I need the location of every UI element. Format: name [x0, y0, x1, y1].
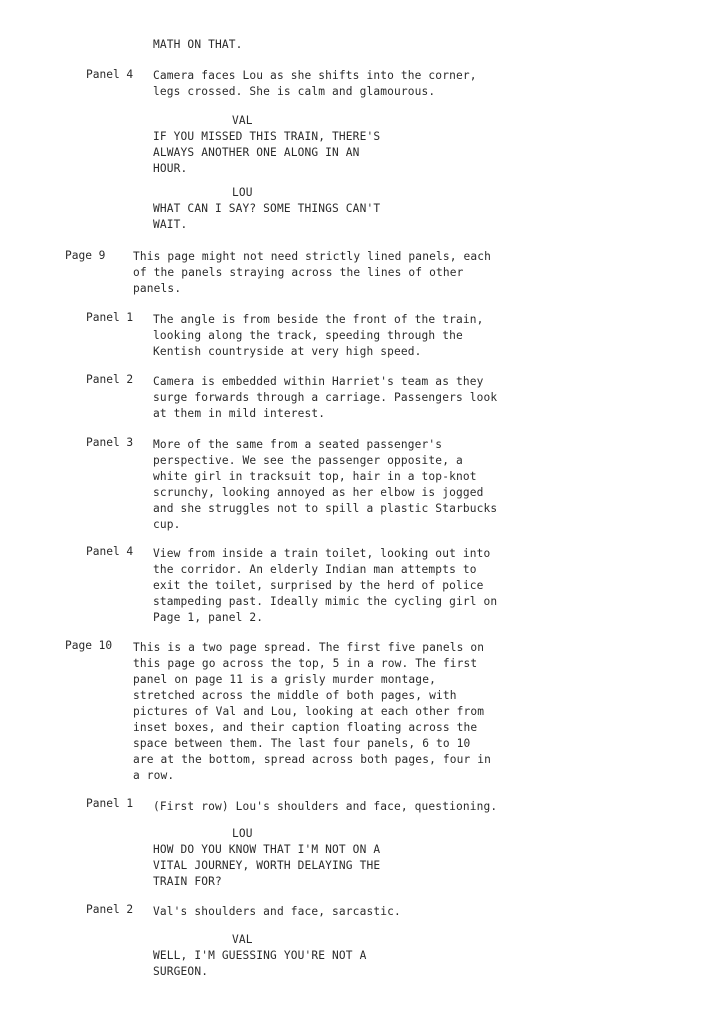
- action-line: Camera is embedded within Harriet's team as they: [153, 375, 484, 388]
- action-line: (First row) Lou's shoulders and face, questioning.: [153, 800, 498, 813]
- panel-label: Panel 2: [86, 903, 134, 916]
- dialogue-line: SURGEON.: [153, 965, 209, 978]
- panel-label: Panel 4: [86, 68, 134, 81]
- action-line: white girl in tracksuit top, hair in a top-knot: [153, 470, 477, 483]
- action-line: space between them. The last four panels, 6 to 10: [133, 737, 471, 750]
- dialogue-line: IF YOU MISSED THIS TRAIN, THERE'S: [153, 130, 381, 143]
- page-label: Page 9: [65, 249, 106, 262]
- character-name: LOU: [232, 827, 253, 840]
- dialogue-line: ALWAYS ANOTHER ONE ALONG IN AN: [153, 146, 360, 159]
- character-name: VAL: [232, 933, 253, 946]
- dialogue-line: WELL, I'M GUESSING YOU'RE NOT A: [153, 949, 367, 962]
- action-line: Page 1, panel 2.: [153, 611, 264, 624]
- panel-label: Panel 1: [86, 797, 134, 810]
- dialogue-line: HOW DO YOU KNOW THAT I'M NOT ON A: [153, 843, 381, 856]
- action-line: View from inside a train toilet, looking out into: [153, 547, 491, 560]
- action-line: legs crossed. She is calm and glamourous.: [153, 85, 436, 98]
- action-line: surge forwards through a carriage. Passengers look: [153, 391, 498, 404]
- action-line: cup.: [153, 518, 181, 531]
- dialogue-line: HOUR.: [153, 162, 188, 175]
- panel-label: Panel 4: [86, 545, 134, 558]
- action-line: this page go across the top, 5 in a row. The first: [133, 657, 478, 670]
- action-line: inset boxes, and their caption floating across the: [133, 721, 478, 734]
- action-line: exit the toilet, surprised by the herd of police: [153, 579, 484, 592]
- dialogue-line: TRAIN FOR?: [153, 875, 222, 888]
- action-line: Val's shoulders and face, sarcastic.: [153, 905, 401, 918]
- action-line: pictures of Val and Lou, looking at each other from: [133, 705, 485, 718]
- action-line: stampeding past. Ideally mimic the cycling girl on: [153, 595, 498, 608]
- action-line: looking along the track, speeding through the: [153, 329, 463, 342]
- action-line: perspective. We see the passenger opposite, a: [153, 454, 463, 467]
- action-line: the corridor. An elderly Indian man attempts to: [153, 563, 477, 576]
- dialogue-line: WHAT CAN I SAY? SOME THINGS CAN'T: [153, 202, 381, 215]
- character-name: VAL: [232, 114, 253, 127]
- action-line: This is a two page spread. The first five panels on: [133, 641, 485, 654]
- panel-label: Panel 3: [86, 436, 134, 449]
- panel-label: Panel 2: [86, 373, 134, 386]
- dialogue-line: MATH ON THAT.: [153, 38, 243, 51]
- action-line: This page might not need strictly lined panels, each: [133, 250, 492, 263]
- dialogue-line: WAIT.: [153, 218, 188, 231]
- action-line: panel on page 11 is a grisly murder montage,: [133, 673, 436, 686]
- character-name: LOU: [232, 186, 253, 199]
- action-line: scrunchy, looking annoyed as her elbow is jogged: [153, 486, 484, 499]
- action-line: and she struggles not to spill a plastic Starbucks: [153, 502, 498, 515]
- action-line: at them in mild interest.: [153, 407, 326, 420]
- action-line: stretched across the middle of both pages, with: [133, 689, 457, 702]
- action-line: a row.: [133, 769, 175, 782]
- panel-label: Panel 1: [86, 311, 134, 324]
- action-line: are at the bottom, spread across both pages, four in: [133, 753, 492, 766]
- action-line: The angle is from beside the front of the train,: [153, 313, 484, 326]
- action-line: of the panels straying across the lines of other: [133, 266, 464, 279]
- action-line: More of the same from a seated passenger's: [153, 438, 443, 451]
- action-line: Kentish countryside at very high speed.: [153, 345, 422, 358]
- action-line: panels.: [133, 282, 182, 295]
- dialogue-line: VITAL JOURNEY, WORTH DELAYING THE: [153, 859, 381, 872]
- action-line: Camera faces Lou as she shifts into the corner,: [153, 69, 477, 82]
- page-label: Page 10: [65, 639, 113, 652]
